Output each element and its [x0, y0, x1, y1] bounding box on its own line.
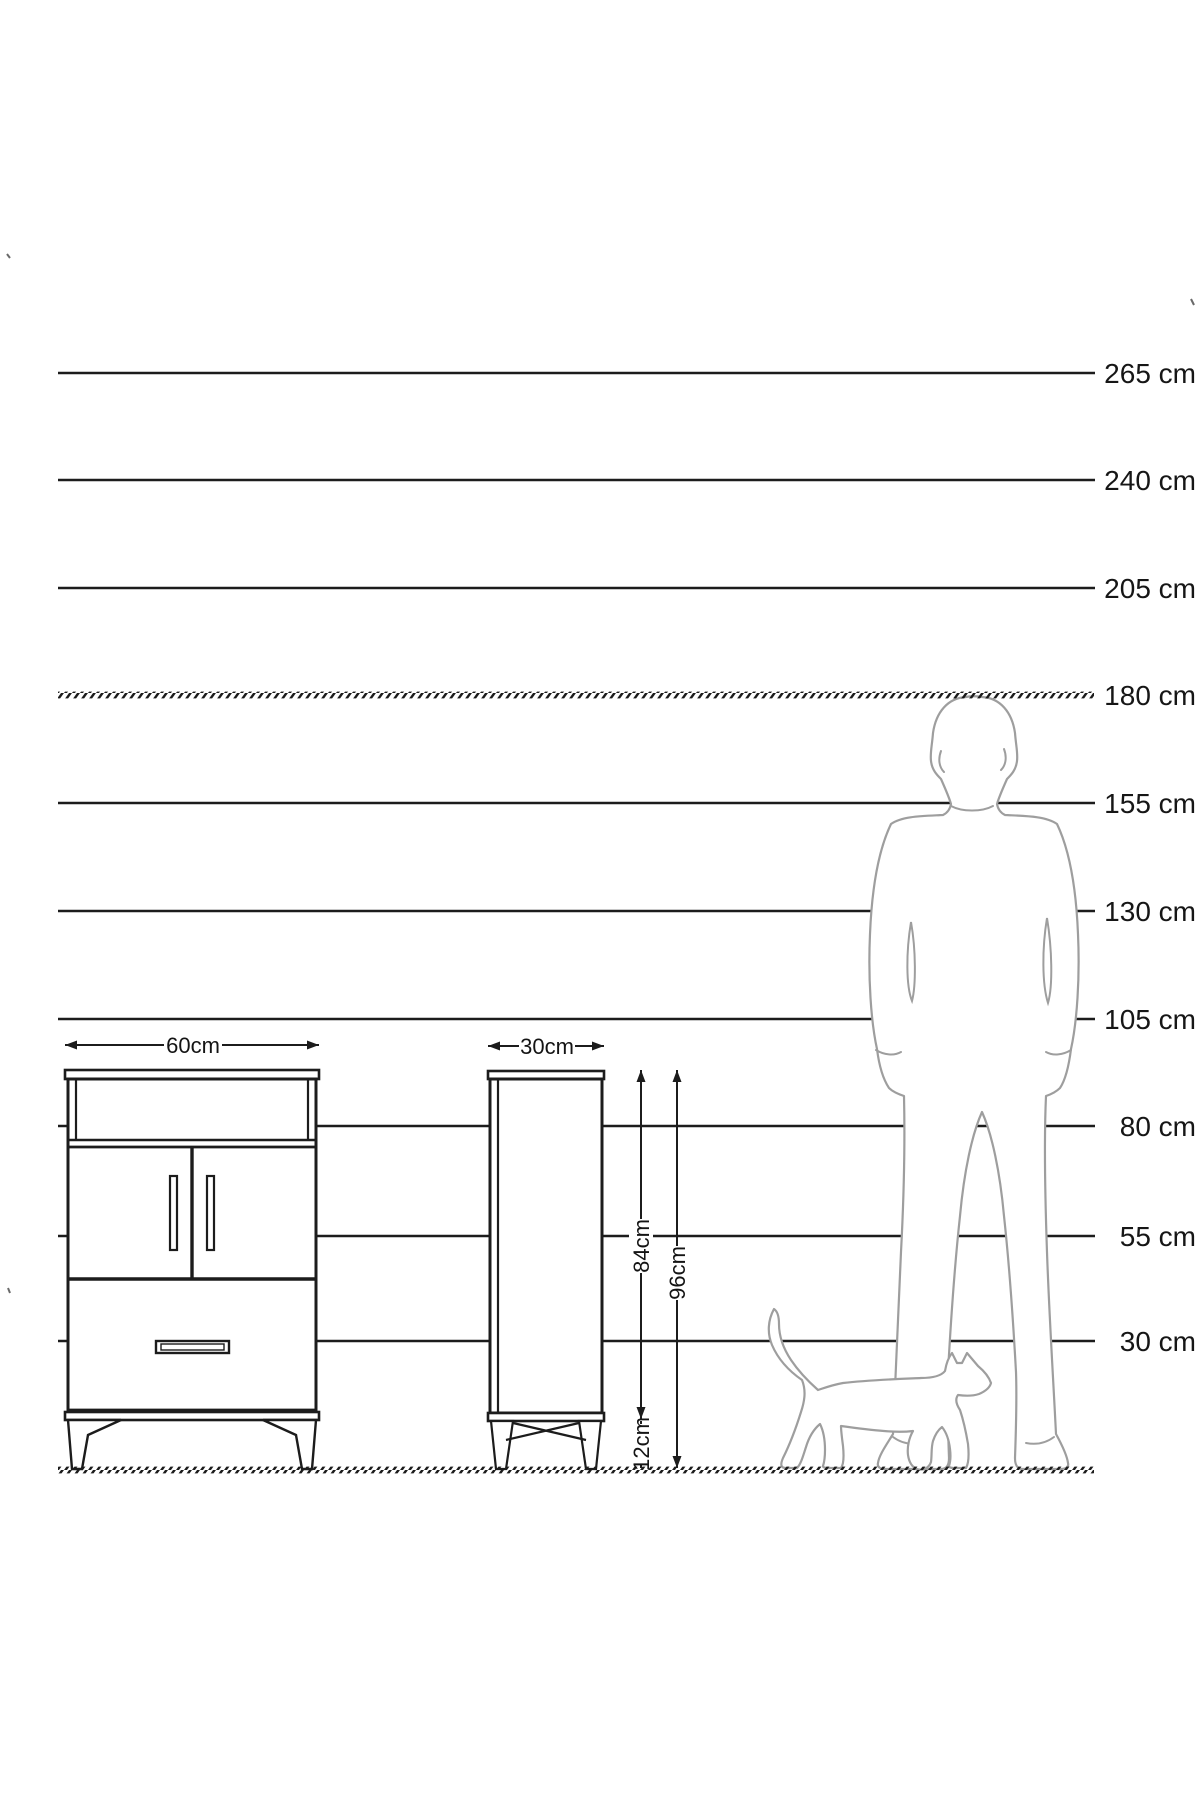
arrowhead-right	[592, 1042, 604, 1051]
drawer-handle	[156, 1341, 229, 1353]
cabinet-wide	[65, 1070, 319, 1469]
cabinet-narrow-right-leg	[579, 1421, 601, 1469]
leg-brace-a	[513, 1423, 586, 1440]
scale-label: 30 cm	[1119, 1326, 1196, 1357]
scale-label: 240 cm	[1104, 465, 1196, 496]
dim-height-84-label: 84cm	[629, 1219, 654, 1273]
scale-label: 265 cm	[1104, 358, 1196, 389]
scale-label: 180 cm	[1104, 680, 1196, 711]
scale-label: 130 cm	[1104, 896, 1196, 927]
man-silhouette	[869, 696, 1078, 1469]
cabinet-narrow-bottom-board	[488, 1413, 604, 1421]
right-door-handle	[207, 1176, 214, 1250]
arrowhead-right	[307, 1041, 319, 1050]
dim-height-96	[665, 1070, 690, 1468]
scale-label: 155 cm	[1104, 788, 1196, 819]
man-outline	[869, 696, 1078, 1469]
scale-labels	[1104, 358, 1196, 1357]
cabinet-narrow-left-leg	[491, 1421, 513, 1469]
cat-outline	[769, 1309, 991, 1470]
speck	[8, 1288, 10, 1293]
dim-height-12-label: 12cm	[629, 1417, 654, 1471]
scale-label: 205 cm	[1104, 573, 1196, 604]
dim-width-30-label: 30cm	[520, 1034, 574, 1059]
speck	[1191, 299, 1194, 305]
left-door-handle	[170, 1176, 177, 1250]
scale-label: 80 cm	[1119, 1111, 1196, 1142]
cabinet-wide-left-leg	[68, 1420, 121, 1469]
arrowhead-down	[673, 1456, 682, 1468]
dim-height-96-label: 96cm	[665, 1246, 690, 1300]
arrowhead-left	[488, 1042, 500, 1051]
dim-height-84	[629, 1070, 654, 1419]
scale-label: 105 cm	[1104, 1004, 1196, 1035]
arrowhead-left	[65, 1041, 77, 1050]
dim-width-60-label: 60cm	[166, 1033, 220, 1058]
hatched-scale-line	[58, 692, 1094, 699]
dim-width-60	[65, 1033, 319, 1058]
arrowhead-up	[637, 1070, 646, 1082]
dim-height-12	[629, 1417, 654, 1471]
cabinet-wide-right-leg	[263, 1420, 316, 1469]
scale-label: 55 cm	[1119, 1221, 1196, 1252]
cat-silhouette	[769, 1309, 991, 1470]
arrowhead-up	[673, 1070, 682, 1082]
cabinet-narrow-body	[490, 1079, 602, 1413]
dim-width-30	[488, 1034, 604, 1059]
leg-brace-b	[506, 1423, 579, 1440]
hatched-scale-line	[58, 1467, 1094, 1474]
cabinet-narrow	[488, 1071, 604, 1469]
speck	[7, 254, 10, 258]
